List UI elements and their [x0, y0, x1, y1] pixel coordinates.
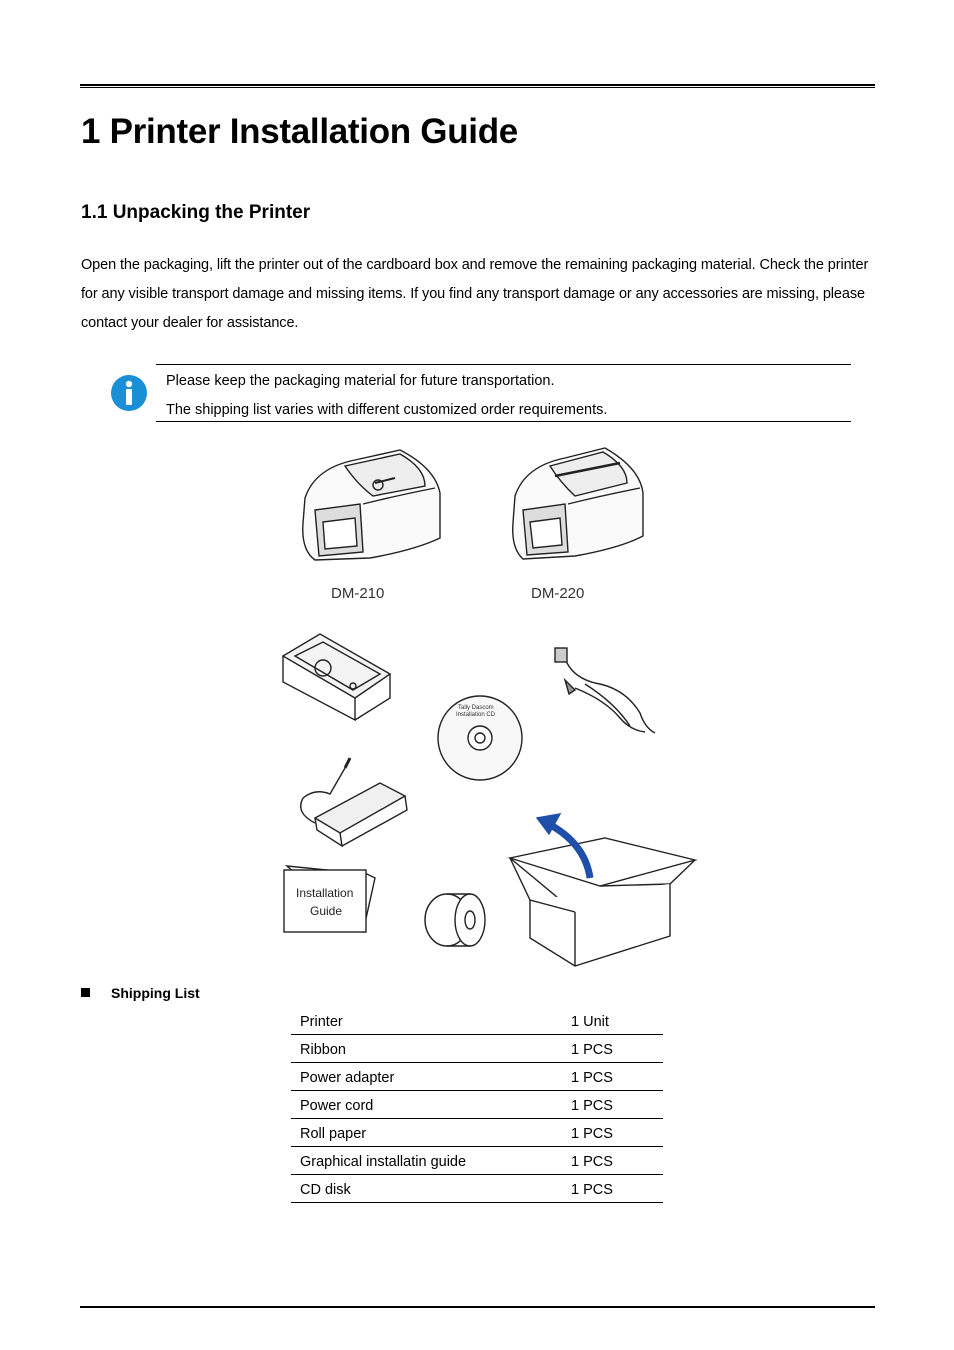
cardboard-box-image	[510, 814, 695, 966]
header-rule	[80, 84, 875, 88]
intro-paragraph: Open the packaging, lift the printer out of the cardboard box and remove the remaining packaging material. Check the printer for any visible transport damage and missing items. If you find any transport damage or any accessories are missing, please contact your dealer for assistance.	[81, 257, 869, 331]
printer-dm210-image	[303, 450, 440, 560]
cd-label-line1: Tally Dascom	[458, 705, 494, 711]
table-row	[291, 1119, 663, 1147]
qty-cell: 1 PCS	[562, 1091, 663, 1119]
item-cell: Power adapter	[291, 1063, 562, 1091]
item-cell: Ribbon	[291, 1035, 562, 1063]
printer-dm220-image	[513, 448, 643, 559]
ribbon-cassette-image	[283, 634, 390, 720]
table-row	[291, 1007, 663, 1035]
qty-cell: 1 PCS	[562, 1119, 663, 1147]
qty-cell: 1 PCS	[562, 1035, 663, 1063]
qty-cell: 1 PCS	[562, 1147, 663, 1175]
guide-label-line2: Guide	[310, 904, 343, 918]
qty-cell: 1 Unit	[562, 1007, 663, 1035]
footer-rule	[80, 1306, 875, 1308]
cd-image	[438, 696, 522, 780]
qty-cell: 1 PCS	[562, 1063, 663, 1091]
table-row	[291, 1063, 663, 1091]
printer-dm210-label: DM-210	[331, 585, 385, 602]
shipping-list-title: Shipping List	[111, 985, 200, 1001]
power-cord-image	[555, 648, 655, 733]
qty-cell: 1 PCS	[562, 1175, 663, 1203]
table-row	[291, 1175, 663, 1203]
note-box	[156, 364, 851, 422]
roll-paper-image	[425, 894, 485, 946]
installation-guide-image	[284, 866, 375, 932]
package-contents-figure	[275, 438, 715, 973]
guide-label-line1: Installation	[296, 886, 354, 900]
item-cell: Printer	[291, 1007, 562, 1035]
table-row	[291, 1147, 663, 1175]
printer-dm220-label: DM-220	[531, 585, 585, 602]
item-cell: Graphical installatin guide	[291, 1147, 562, 1175]
cd-label-line2: Installation CD	[456, 712, 496, 718]
item-cell: Power cord	[291, 1091, 562, 1119]
shipping-table	[291, 1007, 663, 1203]
power-adapter-image	[301, 758, 407, 846]
shipping-list-heading	[81, 985, 200, 1001]
bullet-icon	[81, 988, 90, 997]
item-cell: CD disk	[291, 1175, 562, 1203]
page-title: 1 Printer Installation Guide	[81, 112, 518, 151]
note-line-1: Please keep the packaging material for future transportation.	[166, 373, 555, 389]
item-cell: Roll paper	[291, 1119, 562, 1147]
note-line-2: The shipping list varies with different customized order requirements.	[166, 402, 608, 418]
info-icon	[110, 374, 148, 412]
table-row	[291, 1091, 663, 1119]
table-row	[291, 1035, 663, 1063]
section-title: 1.1 Unpacking the Printer	[81, 202, 311, 223]
